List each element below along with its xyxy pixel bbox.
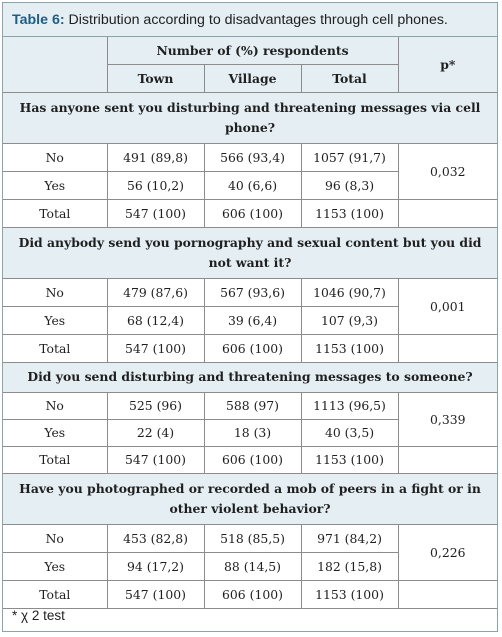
cell-total: 96 (8,3) xyxy=(301,171,398,199)
section-question: Did you send disturbing and threatening messages to someone? xyxy=(3,362,497,392)
cell-village: 606 (100) xyxy=(204,334,301,362)
cell-p-value: 0,032 xyxy=(398,143,497,199)
cell-village: 606 (100) xyxy=(204,580,301,608)
header-town: Town xyxy=(107,64,204,92)
header-total: Total xyxy=(301,64,398,92)
cell-total: 1057 (91,7) xyxy=(301,143,398,171)
cell-town: 525 (96) xyxy=(107,392,204,419)
cell-p-value: 0,339 xyxy=(398,392,497,446)
cell-village: 40 (6,6) xyxy=(204,171,301,199)
cell-village: 606 (100) xyxy=(204,446,301,473)
row-label: Total xyxy=(3,334,107,362)
empty-cell xyxy=(398,334,497,362)
row-label: No xyxy=(3,392,107,419)
cell-village: 88 (14,5) xyxy=(204,552,301,580)
table-caption xyxy=(3,3,497,37)
caption-text: Distribution according to disadvantages through cell phones. xyxy=(68,12,448,28)
cell-village: 588 (97) xyxy=(204,392,301,419)
row-label: Yes xyxy=(3,306,107,334)
table-row xyxy=(3,143,497,171)
cell-town: 547 (100) xyxy=(107,446,204,473)
row-label: Yes xyxy=(3,552,107,580)
table-row xyxy=(3,278,497,306)
cell-village: 567 (93,6) xyxy=(204,278,301,306)
header-row-1 xyxy=(3,37,497,64)
header-group: Number of (%) respondents xyxy=(107,37,398,64)
table-footnote: * χ 2 test xyxy=(12,608,65,623)
cell-p-value: 0,226 xyxy=(398,524,497,580)
header-p: p* xyxy=(398,37,497,92)
cell-p-value: 0,001 xyxy=(398,278,497,334)
cell-village: 18 (3) xyxy=(204,419,301,446)
table-row xyxy=(3,524,497,552)
section-question-row xyxy=(3,362,497,392)
cell-total: 1153 (100) xyxy=(301,580,398,608)
cell-total: 1153 (100) xyxy=(301,334,398,362)
section-question: Did anybody send you pornography and sexual content but you did not want it? xyxy=(3,227,497,278)
section-question: Have you photographed or recorded a mob of peers in a fight or in other violent behavior? xyxy=(3,473,497,524)
cell-total: 1046 (90,7) xyxy=(301,278,398,306)
empty-cell xyxy=(398,446,497,473)
row-label: Total xyxy=(3,580,107,608)
data-table xyxy=(3,37,497,609)
table-row xyxy=(3,334,497,362)
cell-town: 547 (100) xyxy=(107,580,204,608)
cell-total: 971 (84,2) xyxy=(301,524,398,552)
table-row xyxy=(3,446,497,473)
header-empty-cell xyxy=(3,37,107,92)
section-question-row xyxy=(3,227,497,278)
cell-town: 22 (4) xyxy=(107,419,204,446)
caption-label: Table 6: xyxy=(12,12,65,28)
cell-total: 40 (3,5) xyxy=(301,419,398,446)
cell-town: 491 (89,8) xyxy=(107,143,204,171)
cell-village: 518 (85,5) xyxy=(204,524,301,552)
section-question-row xyxy=(3,473,497,524)
cell-town: 479 (87,6) xyxy=(107,278,204,306)
row-label: Total xyxy=(3,199,107,227)
cell-town: 68 (12,4) xyxy=(107,306,204,334)
empty-cell xyxy=(398,199,497,227)
row-label: Total xyxy=(3,446,107,473)
cell-total: 182 (15,8) xyxy=(301,552,398,580)
cell-total: 1113 (96,5) xyxy=(301,392,398,419)
cell-village: 39 (6,4) xyxy=(204,306,301,334)
section-question: Has anyone sent you disturbing and threatening messages via cell phone? xyxy=(3,92,497,143)
cell-total: 1153 (100) xyxy=(301,446,398,473)
row-label: Yes xyxy=(3,171,107,199)
table-row xyxy=(3,580,497,608)
header-village: Village xyxy=(204,64,301,92)
cell-total: 107 (9,3) xyxy=(301,306,398,334)
cell-village: 606 (100) xyxy=(204,199,301,227)
cell-town: 547 (100) xyxy=(107,334,204,362)
cell-total: 1153 (100) xyxy=(301,199,398,227)
table-row xyxy=(3,392,497,419)
cell-town: 94 (17,2) xyxy=(107,552,204,580)
cell-town: 453 (82,8) xyxy=(107,524,204,552)
row-label: No xyxy=(3,143,107,171)
table-frame xyxy=(2,2,498,632)
cell-town: 547 (100) xyxy=(107,199,204,227)
row-label: Yes xyxy=(3,419,107,446)
section-question-row xyxy=(3,92,497,143)
empty-cell xyxy=(398,580,497,608)
cell-town: 56 (10,2) xyxy=(107,171,204,199)
row-label: No xyxy=(3,278,107,306)
table-row xyxy=(3,199,497,227)
cell-village: 566 (93,4) xyxy=(204,143,301,171)
row-label: No xyxy=(3,524,107,552)
